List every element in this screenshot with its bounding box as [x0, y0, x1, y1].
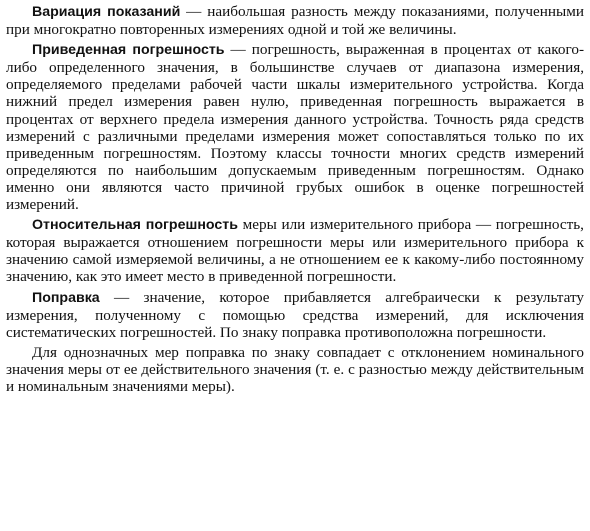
paragraph-relative-error — [6, 216, 584, 285]
text-single-valued-measures: Для однозначных мер поправка по знаку совпадает с отклонением номинального значения меры от ее действительного значения (т. е. с разностью между действительным и номинальным значениями меры). — [6, 343, 584, 395]
definition-relative-error: меры или измерительного прибора — погрешность, которая выражается отношением погрешности меры или измерительного прибора к значению самой измеряемой величины, а не отношением ее к какому-либо постоянному значению, как это имеет место в приведенной погрешности. — [6, 216, 584, 286]
paragraph-reduced-error — [6, 41, 584, 213]
paragraph-correction — [6, 289, 584, 341]
term-reduced-error: Приведенная погрешность — [32, 42, 225, 59]
definition-variation: — наибольшая разность между показаниями, полученными при многократно повторенных измерениях одной и той же величины. — [6, 3, 584, 39]
definition-reduced-error: — погрешность, выраженная в процентах от какого-либо определенного значения, в большинстве случаев от диапазона измерения, определяемого пределами рабочей части шкалы измерительного устройства. Когда нижний предел измерения равен нулю, приведенная погрешность выражается в процентах от верхнего предела измерения данного устройства. Точность ряда средств измерений с различными пределами измерения может сопоставляться только по их приведенным погрешностям. Поэтому классы точности многих средств измерений определяются по наибольшим допускаемым приведенным погрешностям. Однако именно они являются часто причиной грубых ошибок в оценке погрешностей измерений. — [6, 41, 584, 214]
paragraph-single-valued-measures — [6, 344, 584, 395]
paragraph-variation — [6, 3, 584, 38]
term-variation: Вариация показаний — [32, 4, 181, 20]
term-relative-error: Относительная погрешность — [32, 217, 238, 234]
term-correction: Поправка — [32, 289, 100, 306]
definition-correction: — значение, которое прибавляется алгебраически к результату измерения, полученному с помощью средства измерений, для исключения систематических погрешностей. По знаку поправка противоположна погрешности. — [6, 288, 584, 341]
